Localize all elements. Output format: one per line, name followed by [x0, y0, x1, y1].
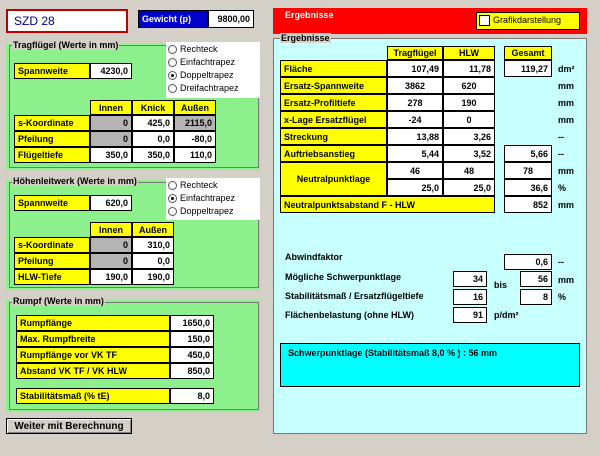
- np-unit-mm: mm: [558, 166, 575, 176]
- tf-radio-dreifachtrapez[interactable]: Dreifachtrapez: [168, 83, 239, 93]
- result-tf: 5,44: [387, 145, 443, 162]
- weight-label: Gewicht (p): [138, 10, 208, 28]
- hlw-input[interactable]: 190,0: [132, 269, 174, 285]
- tf-span-label: Spannweite: [14, 63, 90, 79]
- result-hlw: 620: [443, 77, 495, 94]
- fb-unit: p/dm²: [494, 310, 519, 320]
- col-gesamt: Gesamt: [504, 46, 552, 60]
- grafik-checkbox-label: Grafikdarstellung: [493, 15, 562, 25]
- hoehenleitwerk-title: Höhenleitwerk (Werte in mm): [13, 176, 137, 186]
- result-tf: -24: [387, 111, 443, 128]
- hlw-cell: 0: [90, 253, 132, 269]
- weight-input[interactable]: 9800,00: [208, 10, 254, 28]
- hlw-input[interactable]: 310,0: [132, 237, 174, 253]
- grafik-checkbox[interactable]: [479, 15, 490, 26]
- result-row-label: Auftriebsanstieg: [280, 145, 387, 162]
- result-tf: 3862: [387, 77, 443, 94]
- tf-radio-doppeltrapez[interactable]: Doppeltrapez: [168, 70, 234, 80]
- schwerpunkt-result-text: Schwerpunktlage (Stabilitätsmaß 8,0 % ) : 56 mm: [288, 348, 498, 358]
- radio-icon: [168, 45, 177, 54]
- hlw-cell: 0: [90, 237, 132, 253]
- abwind-unit: --: [558, 257, 564, 267]
- np-abstand-unit: mm: [558, 200, 575, 210]
- hlw-span-label: Spannweite: [14, 195, 90, 211]
- tf-radio-einfachtrapez[interactable]: Einfachtrapez: [168, 57, 235, 67]
- result-tf: 107,49: [387, 60, 443, 77]
- hlw-input[interactable]: 0,0: [132, 253, 174, 269]
- tf-input[interactable]: 110,0: [174, 147, 216, 163]
- tf-col-aussen: Außen: [174, 100, 216, 115]
- result-tf: 278: [387, 94, 443, 111]
- tf-cell: 0: [90, 131, 132, 147]
- hlw-col-aussen: Außen: [132, 222, 174, 237]
- np-tf-mm: 46: [387, 162, 443, 179]
- hlw-col-innen: Innen: [90, 222, 132, 237]
- hlw-radio-einfachtrapez[interactable]: Einfachtrapez: [168, 193, 235, 203]
- tf-span-input[interactable]: 4230,0: [90, 63, 132, 79]
- rumpf-input[interactable]: 150,0: [170, 331, 214, 347]
- weiter-berechnung-button[interactable]: Weiter mit Berechnung: [6, 418, 132, 434]
- hlw-row-label: s-Koordinate: [14, 237, 90, 253]
- tf-cell: 0: [90, 115, 132, 131]
- result-unit: dm²: [558, 64, 575, 74]
- rumpf-row-label: Max. Rumpfbreite: [16, 331, 170, 347]
- radio-icon: [168, 58, 177, 67]
- rumpf-title: Rumpf (Werte in mm): [13, 296, 104, 306]
- sp-bis: bis: [494, 280, 508, 290]
- model-name-field[interactable]: SZD 28: [6, 9, 128, 33]
- tf-row-label: s-Koordinate: [14, 115, 90, 131]
- result-row-label: x-Lage Ersatzflügel: [280, 111, 387, 128]
- abwind-label: Abwindfaktor: [285, 252, 343, 262]
- result-row-label: Ersatz-Spannweite: [280, 77, 387, 94]
- radio-icon: [168, 181, 177, 190]
- tf-input[interactable]: 425,0: [132, 115, 174, 131]
- tf-row-label: Pfeilung: [14, 131, 90, 147]
- tf-input[interactable]: 0,0: [132, 131, 174, 147]
- tragfluegel-title: Tragflügel (Werte in mm): [13, 40, 119, 50]
- tf-cell: 2115,0: [174, 115, 216, 131]
- np-ges-mm: 78: [504, 162, 552, 179]
- rumpf-row-label: Rumpflänge: [16, 315, 170, 331]
- sp-unit: mm: [558, 275, 575, 285]
- rumpf-row-label: Abstand VK TF / VK HLW: [16, 363, 170, 379]
- result-hlw: 11,78: [443, 60, 495, 77]
- np-unit-pct: %: [558, 183, 567, 193]
- tf-row-label: Flügeltiefe: [14, 147, 90, 163]
- np-abstand-label: Neutralpunktsabstand F - HLW: [280, 196, 495, 213]
- stab-from: 16: [453, 289, 487, 305]
- result-hlw: 3,26: [443, 128, 495, 145]
- abwind-value: 0,6: [504, 254, 552, 270]
- rumpf-row-label: Rumpflänge vor VK TF: [16, 347, 170, 363]
- tf-col-knick: Knick: [132, 100, 174, 115]
- hlw-span-input[interactable]: 620,0: [90, 195, 132, 211]
- hlw-row-label: Pfeilung: [14, 253, 90, 269]
- stab-label: Stabilitätsmaß / Ersatzflügeltiefe: [285, 291, 424, 301]
- tf-input[interactable]: -80,0: [174, 131, 216, 147]
- radio-icon: [168, 84, 177, 93]
- np-hlw-pct: 25,0: [443, 179, 495, 196]
- result-tf: 13,88: [387, 128, 443, 145]
- np-hlw-mm: 48: [443, 162, 495, 179]
- np-tf-pct: 25,0: [387, 179, 443, 196]
- rumpf-stab-label: Stabilitätsmaß (% tE): [16, 388, 170, 404]
- rumpf-input[interactable]: 450,0: [170, 347, 214, 363]
- ergebnisse-group-title: Ergebnisse: [281, 33, 330, 43]
- result-unit: mm: [558, 81, 575, 91]
- fb-value: 91: [453, 307, 487, 323]
- result-unit: mm: [558, 115, 575, 125]
- hlw-radio-rechteck[interactable]: Rechteck: [168, 180, 218, 190]
- result-gesamt: 5,66: [504, 145, 552, 162]
- stab-to: 8: [520, 289, 552, 305]
- tf-radio-rechteck[interactable]: Rechteck: [168, 44, 218, 54]
- rumpf-input[interactable]: 850,0: [170, 363, 214, 379]
- tf-input[interactable]: 350,0: [132, 147, 174, 163]
- result-hlw: 3,52: [443, 145, 495, 162]
- ergebnisse-header-title: Ergebnisse: [285, 10, 334, 20]
- hlw-input[interactable]: 190,0: [90, 269, 132, 285]
- result-gesamt: 119,27: [504, 60, 552, 77]
- result-hlw: 0: [443, 111, 495, 128]
- radio-selected-icon: [168, 71, 177, 80]
- result-row-label: Fläche: [280, 60, 387, 77]
- sp-label: Mögliche Schwerpunktlage: [285, 272, 402, 282]
- tf-input[interactable]: 350,0: [90, 147, 132, 163]
- result-row-label: Ersatz-Profiltiefe: [280, 94, 387, 111]
- radio-selected-icon: [168, 194, 177, 203]
- hlw-row-label: HLW-Tiefe: [14, 269, 90, 285]
- result-unit: --: [558, 132, 564, 142]
- col-tragfluegel: Tragflügel: [387, 46, 443, 60]
- np-ges-pct: 36,6: [504, 179, 552, 196]
- sp-from: 34: [453, 271, 487, 287]
- fb-label: Flächenbelastung (ohne HLW): [285, 310, 415, 320]
- stab-unit: %: [558, 292, 567, 302]
- neutralpunkt-label: Neutralpunktlage: [280, 162, 387, 196]
- result-hlw: 190: [443, 94, 495, 111]
- rumpf-stab-input[interactable]: 8,0: [170, 388, 214, 404]
- result-row-label: Streckung: [280, 128, 387, 145]
- tf-col-innen: Innen: [90, 100, 132, 115]
- sp-to: 56: [520, 271, 552, 287]
- col-hlw: HLW: [443, 46, 495, 60]
- hlw-radio-doppeltrapez[interactable]: Doppeltrapez: [168, 206, 234, 216]
- rumpf-input[interactable]: 1650,0: [170, 315, 214, 331]
- result-unit: mm: [558, 98, 575, 108]
- result-unit: --: [558, 149, 564, 159]
- np-abstand-value: 852: [504, 196, 552, 213]
- radio-icon: [168, 207, 177, 216]
